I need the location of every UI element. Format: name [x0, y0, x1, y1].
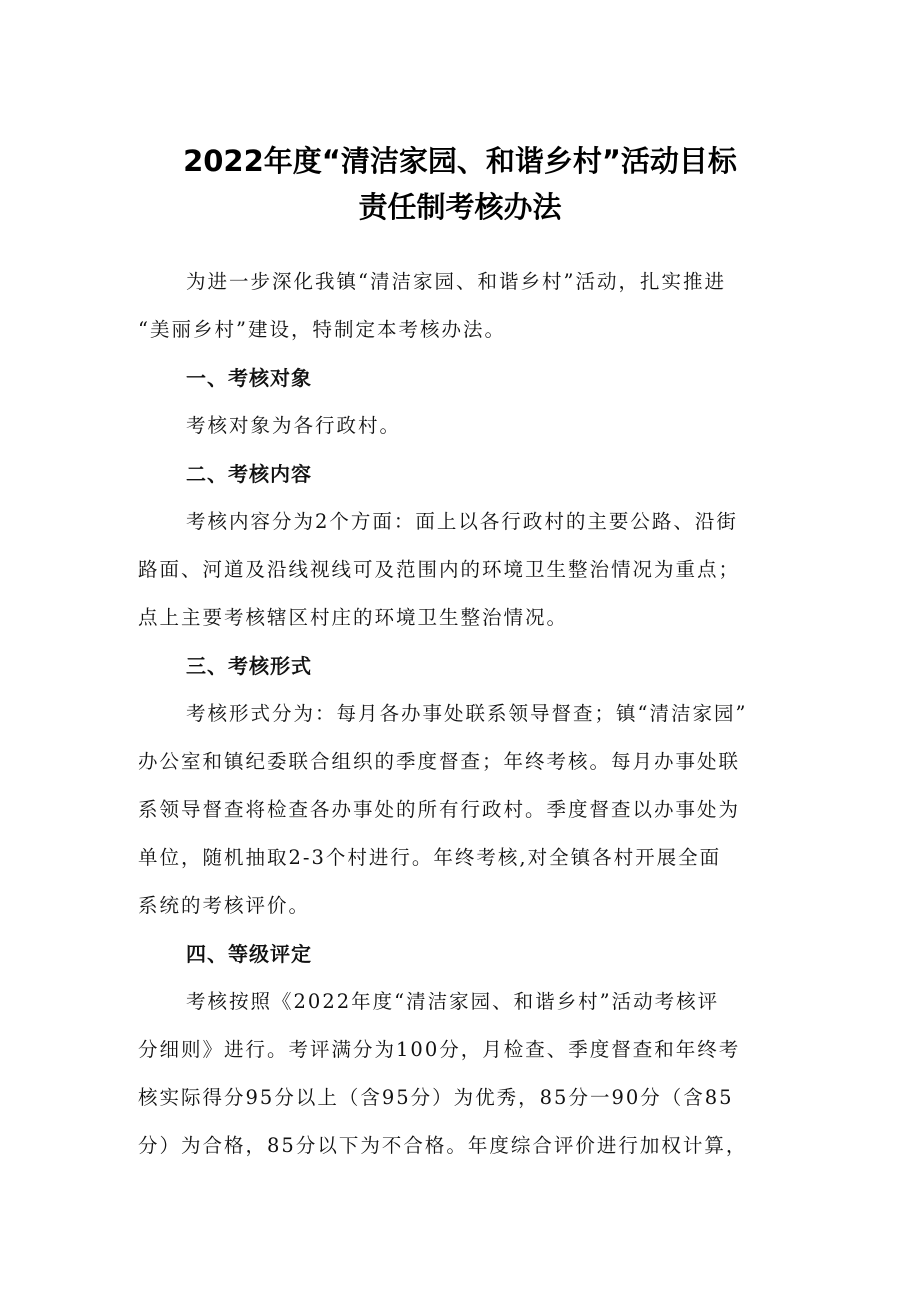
section-heading-2: 二、考核内容 [186, 462, 312, 486]
title-line-2: 责任制考核办法 [358, 190, 562, 224]
intro-line-2: “美丽乡村”建设，特制定本考核办法。 [138, 318, 506, 341]
section-heading-3: 三、考核形式 [186, 654, 312, 678]
document-page [138, 138, 782, 1170]
section-3-line-5: 系统的考核评价。 [138, 894, 311, 917]
section-4-paragraph [138, 978, 782, 1170]
section-4-line-1: 考核按照《2022年度“清洁家园、和谐乡村”活动考核评 [186, 990, 720, 1013]
section-1-paragraph [138, 402, 782, 450]
section-3-line-4: 单位，随机抽取2-3个村进行。年终考核,对全镇各村开展全面 [138, 846, 722, 869]
intro-line-1: 为进一步深化我镇“清洁家园、和谐乡村”活动，扎实推进 [186, 270, 726, 293]
section-2-paragraph [138, 498, 782, 642]
section-1-line-1: 考核对象为各行政村。 [186, 414, 402, 437]
section-2-line-1: 考核内容分为2个方面：面上以各行政村的主要公路、沿街 [186, 510, 738, 533]
section-2-line-2: 路面、河道及沿线视线可及范围内的环境卫生整治情况为重点； [138, 558, 741, 581]
section-4-line-3: 核实际得分95分以上（含95分）为优秀，85分一90分（含85 [138, 1086, 734, 1109]
section-heading-4: 四、等级评定 [186, 942, 312, 966]
document-body [138, 258, 782, 1170]
section-3-line-3: 系领导督查将检查各办事处的所有行政村。季度督查以办事处为 [138, 798, 741, 821]
section-3-paragraph [138, 690, 782, 930]
section-3-line-2: 办公室和镇纪委联合组织的季度督查；年终考核。每月办事处联 [138, 750, 741, 773]
section-3-line-1: 考核形式分为：每月各办事处联系领导督查；镇“清洁家园” [186, 702, 748, 725]
section-heading-1: 一、考核对象 [186, 366, 312, 390]
title-line-1: 2022年度“清洁家园、和谐乡村”活动目标 [183, 144, 737, 178]
document-title [138, 138, 782, 230]
intro-paragraph [138, 258, 782, 354]
section-4-line-4: 分）为合格，85分以下为不合格。年度综合评价进行加权计算， [138, 1134, 748, 1157]
section-2-line-3: 点上主要考核辖区村庄的环境卫生整治情况。 [138, 606, 569, 629]
section-4-line-2: 分细则》进行。考评满分为100分，月检查、季度督查和年终考 [138, 1038, 741, 1061]
